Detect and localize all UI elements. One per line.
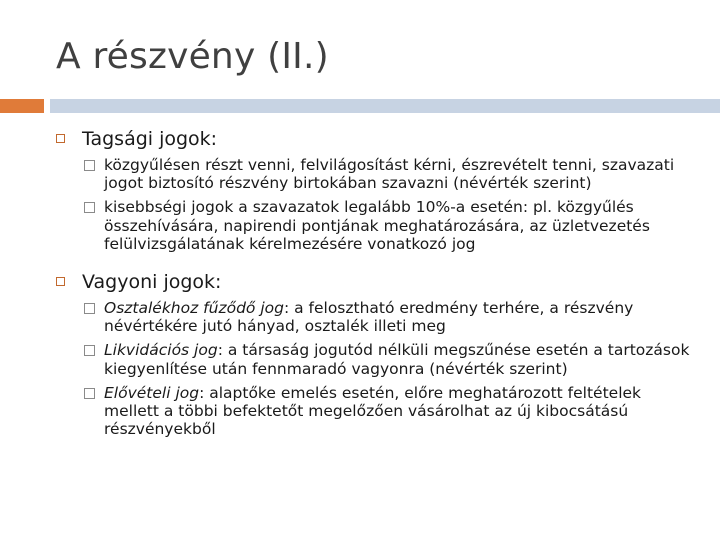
property-rights-list [56,299,696,438]
title-rule-bar [50,99,720,113]
right-name: Osztalékhoz fűződő jog [104,299,284,318]
list-item-text: közgyűlésen részt venni, felvilágosítást kérni, észrevételt tenni, szavazati jogot biztosító részvény birtokában szavazni (névérték szerint) [104,156,675,193]
list-item [56,156,696,192]
section-heading-property [56,271,696,293]
right-name: Elővételi jog [104,383,200,402]
list-item-text: : a társaság jogutód nélküli megszűnése esetén a tartozások kiegyenlítése után fennmaradó vagyonra (névérték szerint) [104,341,690,378]
membership-rights-list [56,156,696,253]
title-accent-bar [0,99,44,113]
section-heading-text: Vagyoni jogok: [82,271,222,294]
list-item-text: : a felosztható eredmény terhére, a részvény névértékére jutó hányad, osztalék illeti meg [104,299,634,336]
square-bullet-icon [56,134,65,143]
section-heading-text: Tagsági jogok: [82,128,218,150]
list-item-text: : alaptőke emelés esetén, előre meghatározott feltételek mellett a többi befektetőt megelőzően vásárolhat az új kibocsátású részvényekből [104,383,642,439]
checkbox-bullet-icon [84,345,95,356]
list-item-text: kisebbségi jogok a szavazatok legalább 10%-a esetén: pl. közgyűlés összehívására, napirendi pontjának meghatározására, az üzletvezetés felülvizsgálatának kérelmezésére vonatkozó jog [104,198,650,253]
right-name: Likvidációs jog [104,341,218,360]
slide-content [56,128,696,444]
checkbox-bullet-icon [84,388,95,399]
list-item [56,341,696,377]
section-heading-membership [56,128,696,150]
slide-title: A részvény (II.) [56,36,329,77]
checkbox-bullet-icon [84,202,95,213]
checkbox-bullet-icon [84,160,95,171]
square-bullet-icon [56,277,65,286]
list-item [56,198,696,253]
list-item [56,299,696,335]
list-item [56,384,696,439]
checkbox-bullet-icon [84,303,95,314]
title-divider [0,99,720,113]
